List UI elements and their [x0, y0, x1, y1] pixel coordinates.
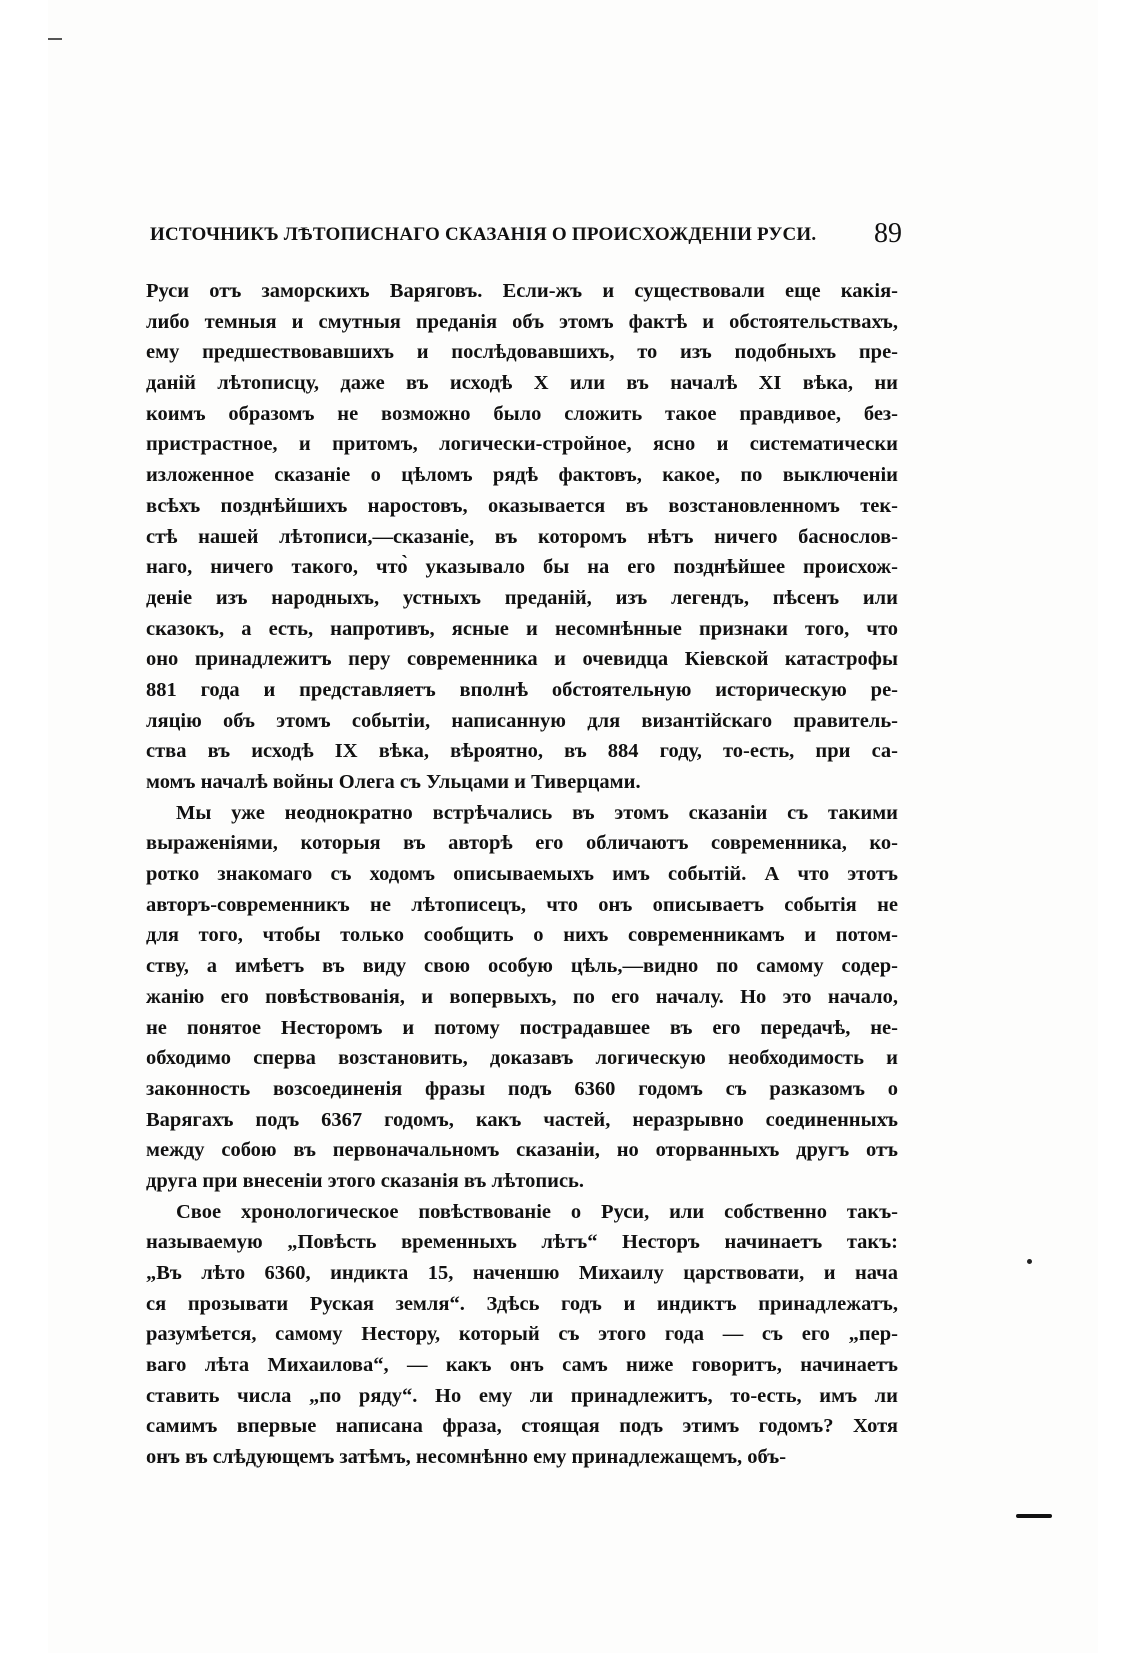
text-line: деніе изъ народныхъ, устныхъ преданій, изъ легендъ, пѣсенъ или [146, 586, 898, 609]
text-line: для того, чтобы только сообщить о нихъ современникамъ и потом- [146, 924, 898, 947]
text-line: ству, а имѣетъ въ виду свою особую цѣль,—видно по самому содер- [146, 955, 898, 978]
text-line: ставить числа „по ряду“. Но ему ли принадлежитъ, то-есть, имъ ли [146, 1384, 898, 1407]
scan-speck [1027, 1259, 1032, 1264]
text-line: онъ въ слѣдующемъ затѣмъ, несомнѣнно ему принадлежащемъ, объ- [146, 1446, 787, 1469]
text-line: пристрастное, и притомъ, логически-стройное, ясно и систематически [146, 433, 898, 456]
text-line: оно принадлежитъ перу современника и очевидца Кіевской катастрофы [146, 648, 898, 671]
text-line: самимъ впервые написана фраза, стоящая подъ этимъ годомъ? Хотя [146, 1415, 898, 1438]
text-line: ляцію объ этомъ событіи, написанную для византійскаго правитель- [146, 709, 898, 732]
text-line: 881 года и представляетъ вполнѣ обстоятельную историческую ре- [146, 678, 898, 701]
text-line: ротко знакомаго съ ходомъ описываемыхъ имъ событій. А что этотъ [146, 863, 898, 886]
text-line: Мы уже неоднократно встрѣчались въ этомъ сказаніи съ такими [176, 801, 898, 824]
text-line: выраженіями, которыя въ авторѣ его обличаютъ современника, ко- [146, 832, 898, 855]
text-line: авторъ-современникъ не лѣтописецъ, что онъ описываетъ событія не [146, 893, 898, 916]
text-line: жанію его повѣствованія, и вопервыхъ, по его началу. Но это начало, [146, 985, 898, 1008]
text-line: „Въ лѣто 6360, индикта 15, наченшю Михаилу царствовати, и нача [146, 1262, 898, 1284]
text-line: ваго лѣта Михаилова“, — какъ онъ самъ ниже говоритъ, начинаетъ [146, 1354, 898, 1377]
paragraph [146, 276, 898, 798]
page-number: 89 [874, 218, 902, 249]
text-line: либо темныя и смутныя преданія объ этомъ фактѣ и обстоятельствахъ, [146, 310, 898, 333]
text-line: Варягахъ подъ 6367 годомъ, какъ частей, неразрывно соединенныхъ [146, 1108, 898, 1131]
body-text [146, 276, 898, 1473]
text-line: законность возсоединенія фразы подъ 6360 годомъ съ разказомъ о [146, 1077, 898, 1100]
text-line: Руси отъ заморскихъ Варяговъ. Если-жъ и существовали еще какія- [146, 280, 898, 302]
scan-mark [1016, 1514, 1052, 1518]
text-line: Свое хронологическое повѣствованіе о Руси, или собственно такъ- [176, 1200, 898, 1223]
text-line: ства въ исходѣ IX вѣка, вѣроятно, въ 884 году, то-есть, при са- [146, 740, 898, 763]
paragraph [146, 798, 898, 1197]
text-line: называемую „Повѣсть временныхъ лѣтъ“ Несторъ начинаетъ такъ: [146, 1231, 898, 1254]
text-line: не понятое Несторомъ и потому пострадавшее въ его передачѣ, не- [146, 1016, 898, 1039]
text-line: разумѣется, самому Нестору, который съ этого года — съ его „пер- [146, 1323, 898, 1346]
scan-mark [48, 38, 62, 40]
text-line: ся прозывати Руская земля“. Здѣсь годъ и индиктъ принадлежатъ, [146, 1292, 898, 1315]
text-line: коимъ образомъ не возможно было сложить такое правдивое, без- [146, 402, 898, 425]
text-line: даній лѣтописцу, даже въ исходѣ X или въ началѣ XI вѣка, ни [146, 372, 898, 395]
text-line: момъ началѣ войны Олега съ Ульцами и Тиверцами. [146, 771, 641, 793]
text-line: стѣ нашей лѣтописи,—сказаніе, въ которомъ нѣтъ ничего баснослов- [146, 525, 898, 548]
text-line: сказокъ, а есть, напротивъ, ясные и несомнѣнные признаки того, что [146, 617, 898, 640]
text-line: ему предшествовавшихъ и послѣдовавшихъ, то изъ подобныхъ пре- [146, 341, 898, 364]
running-title: ИСТОЧНИКЪ ЛѢТОПИСНАГО СКАЗАНІЯ О ПРОИСХОЖДЕНІИ РУСИ. [150, 224, 817, 245]
running-head [150, 218, 902, 250]
text-line: друга при внесеніи этого сказанія въ лѣтопись. [146, 1169, 585, 1192]
text-line: всѣхъ позднѣйшихъ наростовъ, оказывается въ возстановленномъ тек- [146, 494, 898, 517]
text-line: между собою въ первоначальномъ сказаніи, но оторванныхъ другъ отъ [146, 1139, 898, 1162]
text-line: наго, ничего такого, что̀ указывало бы на его позднѣйшее происхож- [146, 556, 898, 579]
paragraph [146, 1197, 898, 1473]
text-line: обходимо сперва возстановить, доказавъ логическую необходимость и [146, 1047, 898, 1070]
text-line: изложенное сказаніе о цѣломъ рядѣ фактовъ, какое, по выключеніи [146, 464, 898, 487]
